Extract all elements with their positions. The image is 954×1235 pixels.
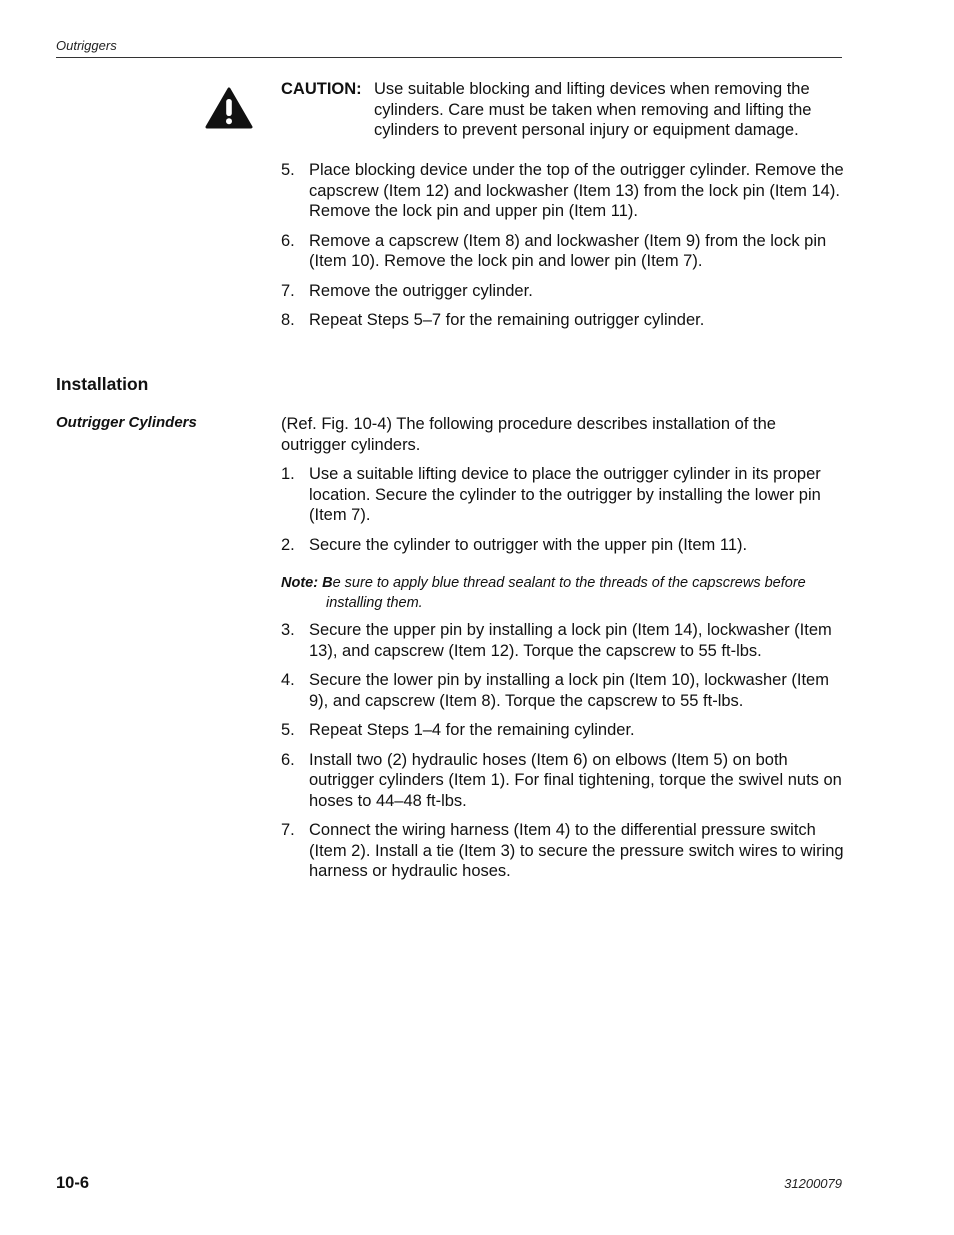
installation-steps-a <box>281 464 846 564</box>
step-text: Use a suitable lifting device to place the outrigger cylinder in its proper location. Secure the cylinder to the outrigger by installing the lower pin (Item 7). <box>309 465 821 524</box>
section-title: Installation <box>56 374 149 394</box>
list-item <box>281 160 846 222</box>
list-item <box>281 820 846 882</box>
list-item <box>281 464 846 526</box>
document-number: 31200079 <box>784 1176 842 1191</box>
step-number: 1. <box>281 465 295 483</box>
step-number: 2. <box>281 535 295 554</box>
intro-paragraph: (Ref. Fig. 10-4) The following procedure describes installation of the outrigger cylinders. <box>281 415 776 454</box>
step-number: 5. <box>281 161 295 179</box>
step-text: Secure the upper pin by installing a lock pin (Item 14), lockwasher (Item 13), and capscrew (Item 12). Torque the capscrew to 55 ft-lbs. <box>309 621 832 660</box>
step-number: 4. <box>281 671 295 689</box>
step-text: Place blocking device under the top of the outrigger cylinder. Remove the capscrew (Item 12) and lockwasher (Item 13) from the lock pin (Item 14). Remove the lock pin and upper pin (Item 11). <box>309 161 844 220</box>
step-number: 7. <box>281 821 295 839</box>
note-lead-letter: B <box>322 575 333 591</box>
caution-text: Use suitable blocking and lifting devices when removing the cylinders. Care must be taken when removing and lifting the cylinders to prevent personal injury or equipment damage. <box>374 80 812 139</box>
step-text: Install two (2) hydraulic hoses (Item 6) on elbows (Item 5) on both outrigger cylinders (Item 1). For final tightening, torque the swivel nuts on hoses to 44–48 ft-lbs. <box>309 750 842 810</box>
installation-steps-b <box>281 620 846 891</box>
list-item <box>281 620 846 661</box>
step-number: 5. <box>281 721 295 739</box>
list-item <box>281 720 846 741</box>
list-item <box>281 750 846 812</box>
warning-triangle-icon <box>205 87 253 129</box>
step-text: Remove the outrigger cylinder. <box>309 281 533 300</box>
step-text: Secure the cylinder to outrigger with the upper pin (Item 11). <box>309 535 748 554</box>
step-number: 6. <box>281 231 295 250</box>
caution-label: CAUTION: <box>281 80 362 98</box>
step-number: 6. <box>281 750 295 769</box>
subsection-title: Outrigger Cylinders <box>56 414 197 431</box>
step-text: Connect the wiring harness (Item 4) to the differential pressure switch (Item 2). Install a tie (Item 3) to secure the pressure switch wires to wiring harness or hydraulic hoses. <box>309 821 844 880</box>
running-head: Outriggers <box>56 38 117 53</box>
list-item <box>281 281 846 302</box>
list-item <box>281 670 846 711</box>
note-label: Note: <box>281 575 323 591</box>
caution-block <box>281 79 846 141</box>
step-text: Repeat Steps 1–4 for the remaining cylinder. <box>309 721 635 739</box>
removal-steps <box>281 160 846 340</box>
step-number: 8. <box>281 311 295 329</box>
header-rule <box>56 57 842 58</box>
step-text: Remove a capscrew (Item 8) and lockwasher (Item 9) from the lock pin (Item 10). Remove the lock pin and lower pin (Item 7). <box>309 231 827 270</box>
list-item <box>281 231 846 272</box>
step-text: Secure the lower pin by installing a lock pin (Item 10), lockwasher (Item 9), and capscrew (Item 8). Torque the capscrew to 55 ft-lbs. <box>309 671 829 710</box>
note-block <box>281 574 846 613</box>
step-number: 7. <box>281 281 295 300</box>
step-number: 3. <box>281 621 295 639</box>
note-text: e sure to apply blue thread sealant to the threads of the capscrews before installing them. <box>326 575 806 611</box>
page-number: 10-6 <box>56 1174 90 1192</box>
list-item <box>281 535 846 556</box>
list-item <box>281 310 846 331</box>
step-text: Repeat Steps 5–7 for the remaining outrigger cylinder. <box>309 311 705 329</box>
